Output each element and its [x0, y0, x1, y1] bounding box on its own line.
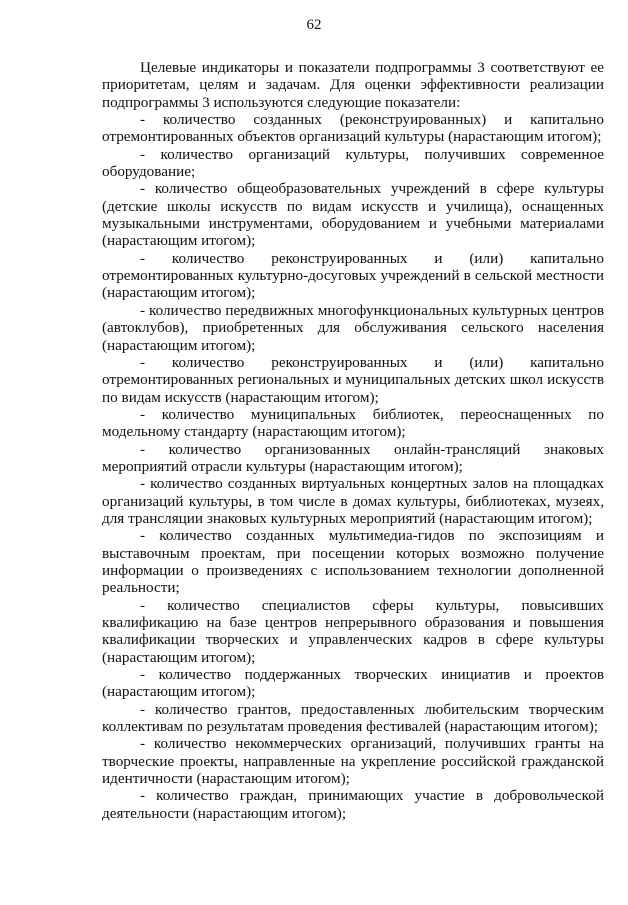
list-item: - количество организаций культуры, получивших современное оборудование; [102, 145, 604, 181]
intro-paragraph: Целевые индикаторы и показатели подпрограммы 3 соответствуют ее приоритетам, целям и задачам. Для оценки эффективности реализации подпрограммы 3 используются следующие показатели: [102, 59, 604, 111]
list-item: - количество созданных (реконструированных) и капитально отремонтированных объектов организаций культуры (нарастающим итогом); [102, 111, 604, 146]
list-item: - количество некоммерческих организаций, получивших гранты на творческие проекты, направленные на укрепление российской гражданской идентичности (нарастающим итогом); [102, 735, 604, 788]
list-item: - количество специалистов сферы культуры, повысивших квалификацию на базе центров непрерывного образования и повышения квалификации творческих и управленческих кадров в сфере культуры (нарастающим итогом); [102, 596, 604, 666]
document-body [102, 59, 604, 822]
page-number: 62 [306, 17, 322, 33]
list-item: - количество грантов, предоставленных любительским творческим коллективам по результатам проведения фестивалей (нарастающим итогом); [102, 700, 604, 736]
list-item: - количество муниципальных библиотек, переоснащенных по модельному стандарту (нарастающим итогом); [102, 405, 604, 441]
list-item: - количество созданных виртуальных концертных залов на площадках организаций культуры, в том числе в домах культуры, библиотеках, музеях, для трансляции знаковых культурных мероприятий (нарастающим итогом); [102, 475, 604, 527]
list-item: - количество реконструированных и (или) капитально отремонтированных региональных и муниципальных детских школ искусств по видам искусств (нарастающим итогом); [102, 353, 604, 406]
list-item: - количество поддержанных творческих инициатив и проектов (нарастающим итогом); [102, 666, 604, 701]
list-item: - количество созданных мультимедиа-гидов по экспозициям и выставочным проектам, при посещении которых возможно получение информации о произведениях с использованием технологии дополненной реальности; [102, 527, 604, 597]
list-item: - количество организованных онлайн-трансляций знаковых мероприятий отрасли культуры (нарастающим итогом); [102, 440, 604, 475]
list-item: - количество передвижных многофункциональных культурных центров (автоклубов), приобретенных для обслуживания сельского населения (нарастающим итогом); [102, 301, 604, 354]
list-item: - количество граждан, принимающих участие в добровольческой деятельности (нарастающим итогом); [102, 787, 604, 822]
list-item: - количество общеобразовательных учреждений в сфере культуры (детские школы искусств по видам искусств и училища), оснащенных музыкальными инструментами, оборудованием и учебными материалами (нарастающим итогом); [102, 180, 604, 250]
list-item: - количество реконструированных и (или) капитально отремонтированных культурно-досуговых учреждений в сельской местности (нарастающим итогом); [102, 249, 604, 302]
